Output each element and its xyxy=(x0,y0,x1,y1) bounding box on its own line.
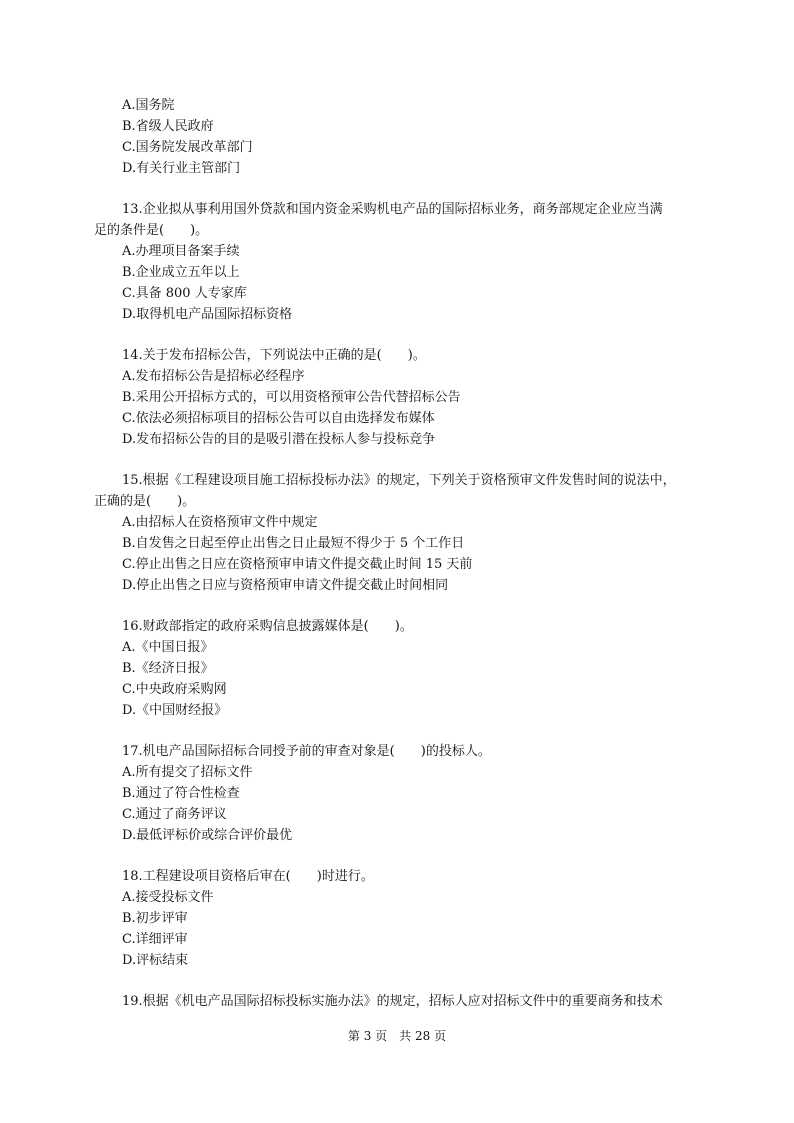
q17-option-d: D.最低评标价或综合评价最优 xyxy=(122,828,293,843)
q13-option-b: B.企业成立五年以上 xyxy=(122,265,240,280)
q12-option-d: D.有关行业主管部门 xyxy=(122,161,241,176)
q12-option-c: C.国务院发展改革部门 xyxy=(122,140,253,155)
q15-stem: 15.根据《工程建设项目施工招标投标办法》的规定，下列关于资格预审文件发售时间的说法中， xyxy=(122,473,676,488)
q16-option-d: D.《中国财经报》 xyxy=(122,703,228,718)
q16-option-b: B.《经济日报》 xyxy=(122,661,214,676)
q14-option-b: B.采用公开招标方式的，可以用资格预审公告代替招标公告 xyxy=(122,390,461,405)
q13-option-d: D.取得机电产品国际招标资格 xyxy=(122,307,293,322)
q18-stem: 18.工程建设项目资格后审在( )时进行。 xyxy=(122,869,374,884)
q15-stem-cont: 正确的是( )。 xyxy=(94,494,196,509)
q13-option-c: C.具备 800 人专家库 xyxy=(122,286,247,301)
q14-option-c: C.依法必须招标项目的招标公告可以自由选择发布媒体 xyxy=(122,411,435,426)
q18-option-b: B.初步评审 xyxy=(122,911,188,926)
q15-option-c: C.停止出售之日应在资格预审申请文件提交截止时间 15 天前 xyxy=(122,557,473,572)
q14-stem: 14.关于发布招标公告，下列说法中正确的是( )。 xyxy=(122,348,426,363)
q13-stem-cont: 足的条件是( )。 xyxy=(94,223,209,238)
page-number: 第 3 页 xyxy=(347,1029,388,1043)
q16-option-c: C.中央政府采购网 xyxy=(122,682,227,697)
q13-stem: 13.企业拟从事利用国外贷款和国内资金采购机电产品的国际招标业务，商务部规定企业应当满 xyxy=(122,202,663,217)
q18-option-d: D.评标结束 xyxy=(122,953,189,968)
page-total: 共 28 页 xyxy=(399,1029,447,1043)
q12-option-a: A.国务院 xyxy=(122,98,175,113)
q17-option-c: C.通过了商务评议 xyxy=(122,807,227,822)
page-footer xyxy=(0,1028,794,1044)
q16-option-a: A.《中国日报》 xyxy=(122,640,214,655)
q15-option-b: B.自发售之日起至停止出售之日止最短不得少于 5 个工作日 xyxy=(122,536,465,551)
q17-option-b: B.通过了符合性检查 xyxy=(122,786,240,801)
q15-option-a: A.由招标人在资格预审文件中规定 xyxy=(122,515,318,530)
q19-stem: 19.根据《机电产品国际招标投标实施办法》的规定，招标人应对招标文件中的重要商务和技术 xyxy=(122,994,663,1009)
q13-option-a: A.办理项目备案手续 xyxy=(122,244,240,259)
q16-stem: 16.财政部指定的政府采购信息披露媒体是( )。 xyxy=(122,619,413,634)
q18-option-a: A.接受投标文件 xyxy=(122,890,214,905)
q12-option-b: B.省级人民政府 xyxy=(122,119,214,134)
q17-stem: 17.机电产品国际招标合同授予前的审查对象是( )的投标人。 xyxy=(122,744,491,759)
q17-option-a: A.所有提交了招标文件 xyxy=(122,765,253,780)
q18-option-c: C.详细评审 xyxy=(122,932,188,947)
q14-option-a: A.发布招标公告是招标必经程序 xyxy=(122,369,305,384)
q15-option-d: D.停止出售之日应与资格预审申请文件提交截止时间相同 xyxy=(122,578,449,593)
q14-option-d: D.发布招标公告的目的是吸引潜在投标人参与投标竞争 xyxy=(122,432,436,447)
